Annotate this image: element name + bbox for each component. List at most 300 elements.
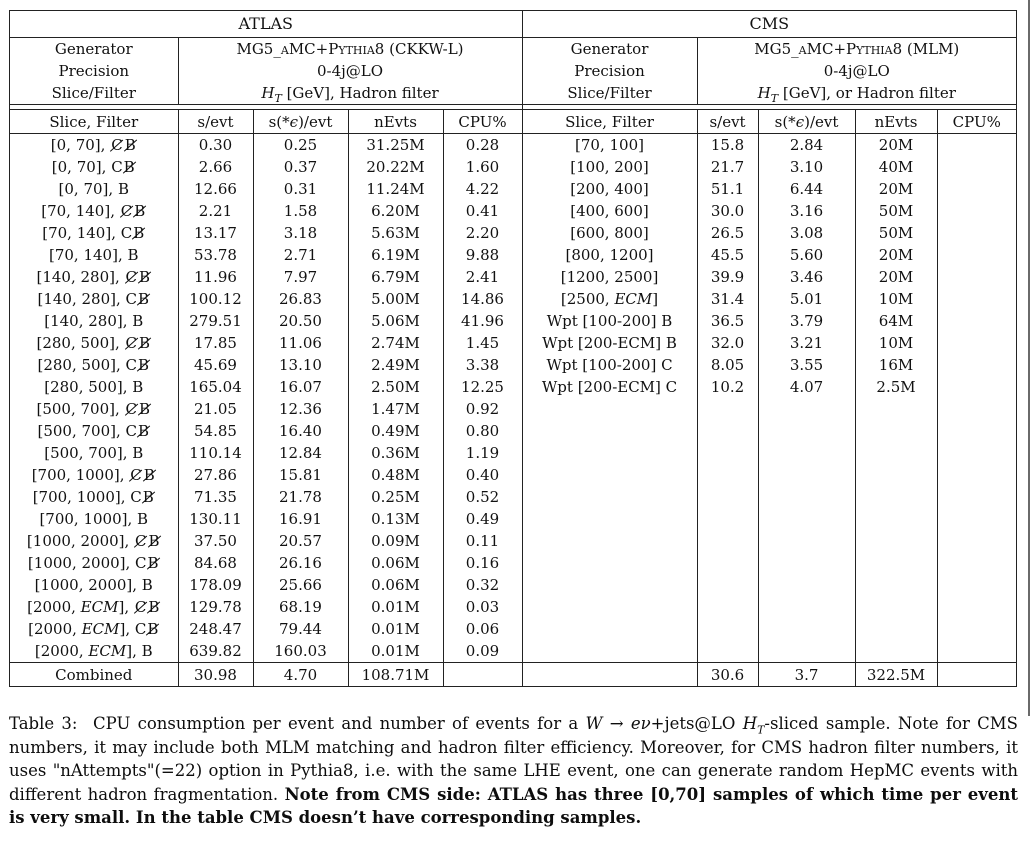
cancelled-filter-letter: B (147, 620, 159, 638)
cell-s-eps-per-evt: 13.10 (253, 354, 348, 376)
cell-cpu-percent (937, 486, 1016, 508)
cell-s-per-evt: 2.21 (178, 200, 253, 222)
cell-s-eps-per-evt (758, 640, 855, 663)
meta-label: Generator (10, 38, 178, 61)
cell-s-per-evt: 2.66 (178, 156, 253, 178)
table-row (10, 464, 1016, 486)
table-row (10, 200, 1016, 222)
cell-nevts: 0.36M (348, 442, 443, 464)
cell-cpu-percent (937, 178, 1016, 200)
cpu-consumption-table (10, 11, 1016, 686)
table-row (10, 222, 1016, 244)
cancelled-filter-letter: B (137, 356, 150, 374)
meta-label: Precision (10, 60, 178, 82)
cell-slice-filter: [2500, ECM] (522, 288, 697, 310)
cell-cpu-percent: 0.06 (443, 618, 522, 640)
cell-nevts (855, 574, 937, 596)
cell-cpu-percent (937, 288, 1016, 310)
cell-nevts: 6.79M (348, 266, 443, 288)
cell-nevts: 50M (855, 200, 937, 222)
cell-nevts: 31.25M (348, 134, 443, 157)
cell-nevts: 11.24M (348, 178, 443, 200)
cell-slice-filter: [200, 400] (522, 178, 697, 200)
cell-nevts: 10M (855, 332, 937, 354)
cancelled-filter-letter: B (137, 290, 150, 308)
cell-cpu-percent (937, 156, 1016, 178)
combined-cell-s-eps-per-evt: 4.70 (253, 663, 348, 687)
cell-cpu-percent (937, 222, 1016, 244)
cell-nevts: 0.13M (348, 508, 443, 530)
meta-value: $H_T$ [GeV], or Hadron filter (697, 82, 1016, 105)
cell-s-per-evt: 130.11 (178, 508, 253, 530)
cell-cpu-percent: 0.49 (443, 508, 522, 530)
cell-s-eps-per-evt: 5.60 (758, 244, 855, 266)
cell-s-per-evt (697, 640, 758, 663)
cell-cpu-percent (937, 244, 1016, 266)
cell-s-eps-per-evt: 26.16 (253, 552, 348, 574)
cell-slice-filter: [0, 70], CB (10, 156, 178, 178)
cell-nevts: 0.01M (348, 618, 443, 640)
cell-slice-filter: [400, 600] (522, 200, 697, 222)
cell-s-eps-per-evt: 16.07 (253, 376, 348, 398)
cell-nevts: 0.48M (348, 464, 443, 486)
cell-s-eps-per-evt (758, 618, 855, 640)
cell-s-per-evt: 45.69 (178, 354, 253, 376)
cell-nevts: 10M (855, 288, 937, 310)
table-row (10, 178, 1016, 200)
cell-cpu-percent: 0.11 (443, 530, 522, 552)
cell-nevts: 2.74M (348, 332, 443, 354)
cell-nevts: 0.01M (348, 640, 443, 663)
cell-slice-filter (522, 640, 697, 663)
cell-s-per-evt (697, 552, 758, 574)
meta-value: MG5_aMC+Pythia8 (MLM) (754, 40, 960, 58)
table-row (10, 640, 1016, 663)
cell-nevts: 5.06M (348, 310, 443, 332)
cell-nevts (855, 596, 937, 618)
cell-s-per-evt (697, 464, 758, 486)
cell-nevts (855, 508, 937, 530)
cell-s-per-evt: 100.12 (178, 288, 253, 310)
cell-cpu-percent: 1.19 (443, 442, 522, 464)
cancelled-filter-letter: B (123, 158, 135, 176)
cell-s-per-evt: 12.66 (178, 178, 253, 200)
col-header-cell-nevts: nEvts (855, 110, 937, 134)
cell-s-eps-per-evt: 6.44 (758, 178, 855, 200)
cell-s-eps-per-evt: 12.84 (253, 442, 348, 464)
cell-slice-filter (522, 596, 697, 618)
cell-s-eps-per-evt: 21.78 (253, 486, 348, 508)
cell-cpu-percent (937, 332, 1016, 354)
atlas-title: ATLAS (10, 11, 522, 38)
table-row (10, 486, 1016, 508)
cell-s-per-evt: 15.8 (697, 134, 758, 157)
cell-s-per-evt (697, 618, 758, 640)
cell-s-per-evt: 13.17 (178, 222, 253, 244)
cell-slice-filter: [700, 1000], CB (10, 486, 178, 508)
cell-cpu-percent (937, 530, 1016, 552)
cell-s-per-evt: 39.9 (697, 266, 758, 288)
cell-slice-filter: [700, 1000], B (10, 508, 178, 530)
cell-s-per-evt (697, 596, 758, 618)
cancelled-filter-letter: B (148, 598, 160, 616)
cell-nevts (855, 640, 937, 663)
cell-slice-filter: [70, 140], B (10, 244, 178, 266)
column-header-row (10, 110, 1016, 134)
col-header-cell-s-per-evt: s/evt (697, 110, 758, 134)
cell-nevts: 2.5M (855, 376, 937, 398)
table-row (10, 442, 1016, 464)
cell-cpu-percent (937, 310, 1016, 332)
cell-cpu-percent (937, 640, 1016, 663)
cell-slice-filter (522, 420, 697, 442)
col-header-cell-cpu-percent: CPU% (443, 110, 522, 134)
cell-slice-filter: [500, 700], CB (10, 420, 178, 442)
cell-slice-filter: [700, 1000], C B (10, 464, 178, 486)
cell-slice-filter: [500, 700], C B (10, 398, 178, 420)
col-header-cell-slice-filter: Slice, Filter (10, 110, 178, 134)
cell-slice-filter (522, 508, 697, 530)
cell-s-per-evt (697, 530, 758, 552)
col-header-cell-slice-filter: Slice, Filter (522, 110, 697, 134)
meta-label: Slice/Filter (10, 82, 178, 105)
cell-s-eps-per-evt: 79.44 (253, 618, 348, 640)
cell-s-per-evt: 32.0 (697, 332, 758, 354)
cell-s-per-evt: 27.86 (178, 464, 253, 486)
meta-label: Precision (522, 60, 697, 82)
cell-cpu-percent: 12.25 (443, 376, 522, 398)
cell-s-eps-per-evt: 3.21 (758, 332, 855, 354)
cell-s-per-evt: 0.30 (178, 134, 253, 157)
cell-s-eps-per-evt (758, 552, 855, 574)
cell-s-per-evt: 30.0 (697, 200, 758, 222)
table-row (10, 156, 1016, 178)
cell-s-eps-per-evt: 20.50 (253, 310, 348, 332)
cell-s-per-evt: 36.5 (697, 310, 758, 332)
cell-nevts (855, 552, 937, 574)
cell-slice-filter (522, 464, 697, 486)
cell-cpu-percent (937, 574, 1016, 596)
table-row (10, 552, 1016, 574)
cell-cpu-percent: 0.09 (443, 640, 522, 663)
cell-nevts (855, 486, 937, 508)
cell-cpu-percent (937, 464, 1016, 486)
cell-s-per-evt: 84.68 (178, 552, 253, 574)
cell-s-eps-per-evt: 3.46 (758, 266, 855, 288)
cell-slice-filter: Wpt [100-200] C (522, 354, 697, 376)
cell-cpu-percent: 0.16 (443, 552, 522, 574)
cancelled-filter-letter: C (134, 598, 147, 616)
cell-s-per-evt: 31.4 (697, 288, 758, 310)
cell-slice-filter: [100, 200] (522, 156, 697, 178)
table-row (10, 332, 1016, 354)
meta-value: $H_T$ [GeV], Hadron filter (178, 82, 522, 105)
cell-s-eps-per-evt: 160.03 (253, 640, 348, 663)
table-row (10, 354, 1016, 376)
cell-nevts: 20M (855, 134, 937, 157)
cell-s-per-evt: 21.05 (178, 398, 253, 420)
cell-slice-filter: [70, 140], CB (10, 222, 178, 244)
meta-label: Generator (522, 38, 697, 61)
cell-cpu-percent (937, 508, 1016, 530)
cell-s-eps-per-evt: 16.91 (253, 508, 348, 530)
cell-cpu-percent (937, 442, 1016, 464)
cell-slice-filter: [2000, ECM], B (10, 640, 178, 663)
cell-s-per-evt: 178.09 (178, 574, 253, 596)
meta-row (10, 82, 1016, 105)
cancelled-filter-letter: C (135, 532, 147, 550)
cell-s-eps-per-evt (758, 530, 855, 552)
cell-slice-filter: [800, 1200] (522, 244, 697, 266)
combined-cell-nevts: 108.71M (348, 663, 443, 687)
col-header-cell-s-eps-per-evt: s(*ϵ)/evt (758, 110, 855, 134)
cancelled-filter-letter: B (139, 400, 151, 418)
col-header-cell-nevts: nEvts (348, 110, 443, 134)
cell-slice-filter: [1200, 2500] (522, 266, 697, 288)
cell-slice-filter: [1000, 2000], B (10, 574, 178, 596)
combined-cell-nevts: 322.5M (855, 663, 937, 687)
combined-cell-s-per-evt: 30.98 (178, 663, 253, 687)
cell-cpu-percent (937, 552, 1016, 574)
cell-s-per-evt: 51.1 (697, 178, 758, 200)
cancelled-filter-letter: C (120, 202, 133, 220)
cancelled-filter-letter: C (125, 400, 137, 418)
cell-cpu-percent: 2.41 (443, 266, 522, 288)
cell-nevts: 5.63M (348, 222, 443, 244)
cell-s-per-evt (697, 442, 758, 464)
cell-cpu-percent: 0.52 (443, 486, 522, 508)
cell-s-per-evt: 53.78 (178, 244, 253, 266)
cell-cpu-percent (937, 134, 1016, 157)
cell-cpu-percent (937, 420, 1016, 442)
cell-s-per-evt: 110.14 (178, 442, 253, 464)
cell-cpu-percent: 0.80 (443, 420, 522, 442)
cell-s-per-evt: 45.5 (697, 244, 758, 266)
cell-nevts: 6.19M (348, 244, 443, 266)
cell-slice-filter (522, 618, 697, 640)
cell-slice-filter: [0, 70], B (10, 178, 178, 200)
cell-s-per-evt: 10.2 (697, 376, 758, 398)
cell-nevts: 0.06M (348, 574, 443, 596)
cell-s-eps-per-evt (758, 398, 855, 420)
table-caption: Table 3: CPU consumption per event and number of events for a W → eν+jets@LO $H_T$-sliced sample. Note for CMS numbers, it may include both MLM matching and hadron filter efficiency. Moreover, for CMS hadron filter numbers, it uses "nAttempts"(=22) option in Pythia8, i.e. with the same LHE event, one can generate random HepMC events with different hadron fragmentation. Note from CMS side: ATLAS has three [0,70] samples of which time per event is very small. In the table CMS doesn’t have corresponding samples. (9, 714, 1019, 828)
cell-slice-filter: [0, 70], C B (10, 134, 178, 157)
cell-s-eps-per-evt (758, 596, 855, 618)
cell-slice-filter (522, 552, 697, 574)
cell-slice-filter: [2000, ECM], C B (10, 596, 178, 618)
cell-cpu-percent: 0.92 (443, 398, 522, 420)
cell-s-eps-per-evt: 3.79 (758, 310, 855, 332)
cell-s-per-evt: 248.47 (178, 618, 253, 640)
meta-label: Slice/Filter (522, 82, 697, 105)
cell-cpu-percent: 4.22 (443, 178, 522, 200)
cell-s-eps-per-evt (758, 508, 855, 530)
cell-s-eps-per-evt: 2.71 (253, 244, 348, 266)
cancelled-filter-letter: B (134, 202, 146, 220)
cell-s-per-evt: 21.7 (697, 156, 758, 178)
cell-slice-filter: Wpt [100-200] B (522, 310, 697, 332)
cell-s-eps-per-evt: 0.37 (253, 156, 348, 178)
meta-value: 0-4j@LO (178, 60, 522, 82)
cell-nevts (855, 398, 937, 420)
table3-container (9, 10, 1017, 687)
cell-s-per-evt (697, 420, 758, 442)
cell-s-eps-per-evt: 1.58 (253, 200, 348, 222)
cancelled-filter-letter: B (148, 532, 160, 550)
meta-value: MG5_aMC+Pythia8 (CKKW-L) (178, 38, 522, 61)
cell-s-eps-per-evt: 3.08 (758, 222, 855, 244)
cell-nevts (855, 420, 937, 442)
cell-s-per-evt: 129.78 (178, 596, 253, 618)
cell-slice-filter: [140, 280], C B (10, 266, 178, 288)
cell-nevts: 0.25M (348, 486, 443, 508)
cell-slice-filter: [1000, 2000], CB (10, 552, 178, 574)
cell-slice-filter: Wpt [200-ECM] C (522, 376, 697, 398)
cell-slice-filter: [1000, 2000], C B (10, 530, 178, 552)
cell-cpu-percent: 41.96 (443, 310, 522, 332)
cell-cpu-percent (937, 596, 1016, 618)
cell-s-per-evt: 26.5 (697, 222, 758, 244)
cell-nevts: 6.20M (348, 200, 443, 222)
cell-s-per-evt: 54.85 (178, 420, 253, 442)
table-row (10, 398, 1016, 420)
table-row (10, 618, 1016, 640)
meta-row (10, 38, 1016, 61)
cell-nevts: 40M (855, 156, 937, 178)
cell-s-per-evt: 639.82 (178, 640, 253, 663)
cell-s-eps-per-evt: 68.19 (253, 596, 348, 618)
cell-s-per-evt: 11.96 (178, 266, 253, 288)
cell-slice-filter (522, 486, 697, 508)
table-row (10, 530, 1016, 552)
col-header-cell-cpu-percent: CPU% (937, 110, 1016, 134)
cell-s-eps-per-evt: 0.31 (253, 178, 348, 200)
cell-nevts: 20M (855, 266, 937, 288)
cell-s-eps-per-evt: 3.55 (758, 354, 855, 376)
cell-slice-filter (522, 398, 697, 420)
cell-nevts: 2.50M (348, 376, 443, 398)
cell-s-eps-per-evt (758, 574, 855, 596)
experiment-header-row (10, 11, 1016, 38)
cell-slice-filter (522, 574, 697, 596)
cell-s-eps-per-evt: 5.01 (758, 288, 855, 310)
cell-cpu-percent (937, 376, 1016, 398)
cell-s-eps-per-evt: 7.97 (253, 266, 348, 288)
cell-nevts: 0.09M (348, 530, 443, 552)
cell-slice-filter (522, 442, 697, 464)
combined-cell-slice-filter (522, 663, 697, 687)
cell-nevts (855, 442, 937, 464)
cell-slice-filter: [500, 700], B (10, 442, 178, 464)
combined-cell-s-per-evt: 30.6 (697, 663, 758, 687)
table-row (10, 310, 1016, 332)
combined-cell-slice-filter: Combined (10, 663, 178, 687)
cancelled-filter-letter: C (111, 136, 123, 154)
cell-nevts: 0.49M (348, 420, 443, 442)
cell-s-per-evt: 165.04 (178, 376, 253, 398)
cell-s-eps-per-evt (758, 442, 855, 464)
cell-s-eps-per-evt (758, 420, 855, 442)
cell-nevts: 5.00M (348, 288, 443, 310)
table-row (10, 288, 1016, 310)
cell-cpu-percent: 0.28 (443, 134, 522, 157)
page-edge-line (1028, 0, 1030, 716)
cell-cpu-percent: 14.86 (443, 288, 522, 310)
cell-nevts: 1.47M (348, 398, 443, 420)
cell-cpu-percent (937, 398, 1016, 420)
cell-cpu-percent: 1.45 (443, 332, 522, 354)
cell-nevts: 50M (855, 222, 937, 244)
cell-s-per-evt: 37.50 (178, 530, 253, 552)
table-row (10, 596, 1016, 618)
cell-s-per-evt (697, 486, 758, 508)
cell-s-eps-per-evt: 2.84 (758, 134, 855, 157)
cell-slice-filter: [140, 280], B (10, 310, 178, 332)
cell-slice-filter: [600, 800] (522, 222, 697, 244)
cms-title: CMS (522, 11, 1016, 38)
table-row (10, 244, 1016, 266)
cell-nevts (855, 530, 937, 552)
cell-s-eps-per-evt: 15.81 (253, 464, 348, 486)
cell-s-eps-per-evt: 3.18 (253, 222, 348, 244)
cell-nevts (855, 618, 937, 640)
cancelled-filter-letter: B (147, 554, 159, 572)
col-header-cell-s-per-evt: s/evt (178, 110, 253, 134)
cell-nevts: 20.22M (348, 156, 443, 178)
cell-nevts: 64M (855, 310, 937, 332)
cell-s-per-evt: 8.05 (697, 354, 758, 376)
cancelled-filter-letter: B (142, 488, 154, 506)
combined-cell-cpu-percent (937, 663, 1016, 687)
table-row (10, 508, 1016, 530)
cell-s-per-evt (697, 574, 758, 596)
cell-slice-filter: [70, 100] (522, 134, 697, 157)
cell-cpu-percent (937, 200, 1016, 222)
col-header-cell-s-eps-per-evt: s(*ϵ)/evt (253, 110, 348, 134)
cell-slice-filter: [70, 140], C B (10, 200, 178, 222)
cell-nevts (855, 464, 937, 486)
cell-s-eps-per-evt: 26.83 (253, 288, 348, 310)
table-row (10, 574, 1016, 596)
cancelled-filter-letter: B (143, 466, 155, 484)
cell-nevts: 16M (855, 354, 937, 376)
cell-cpu-percent: 0.32 (443, 574, 522, 596)
cancelled-filter-letter: B (124, 136, 136, 154)
cell-slice-filter: [280, 500], CB (10, 354, 178, 376)
cell-nevts: 2.49M (348, 354, 443, 376)
cell-s-eps-per-evt: 16.40 (253, 420, 348, 442)
cell-s-eps-per-evt: 3.16 (758, 200, 855, 222)
cancelled-filter-letter: C (125, 268, 137, 286)
cell-slice-filter: Wpt [200-ECM] B (522, 332, 697, 354)
cell-s-per-evt (697, 508, 758, 530)
cell-s-eps-per-evt (758, 486, 855, 508)
cell-s-eps-per-evt: 0.25 (253, 134, 348, 157)
cell-cpu-percent (937, 618, 1016, 640)
cell-s-eps-per-evt: 3.10 (758, 156, 855, 178)
cancelled-filter-letter: B (137, 422, 150, 440)
cancelled-filter-letter: B (139, 334, 151, 352)
cell-s-eps-per-evt: 25.66 (253, 574, 348, 596)
cell-nevts: 20M (855, 178, 937, 200)
cell-cpu-percent: 9.88 (443, 244, 522, 266)
cell-s-per-evt: 17.85 (178, 332, 253, 354)
combined-cell-s-eps-per-evt: 3.7 (758, 663, 855, 687)
cell-slice-filter: [140, 280], CB (10, 288, 178, 310)
cell-nevts: 0.01M (348, 596, 443, 618)
cell-cpu-percent: 0.03 (443, 596, 522, 618)
table-row (10, 420, 1016, 442)
